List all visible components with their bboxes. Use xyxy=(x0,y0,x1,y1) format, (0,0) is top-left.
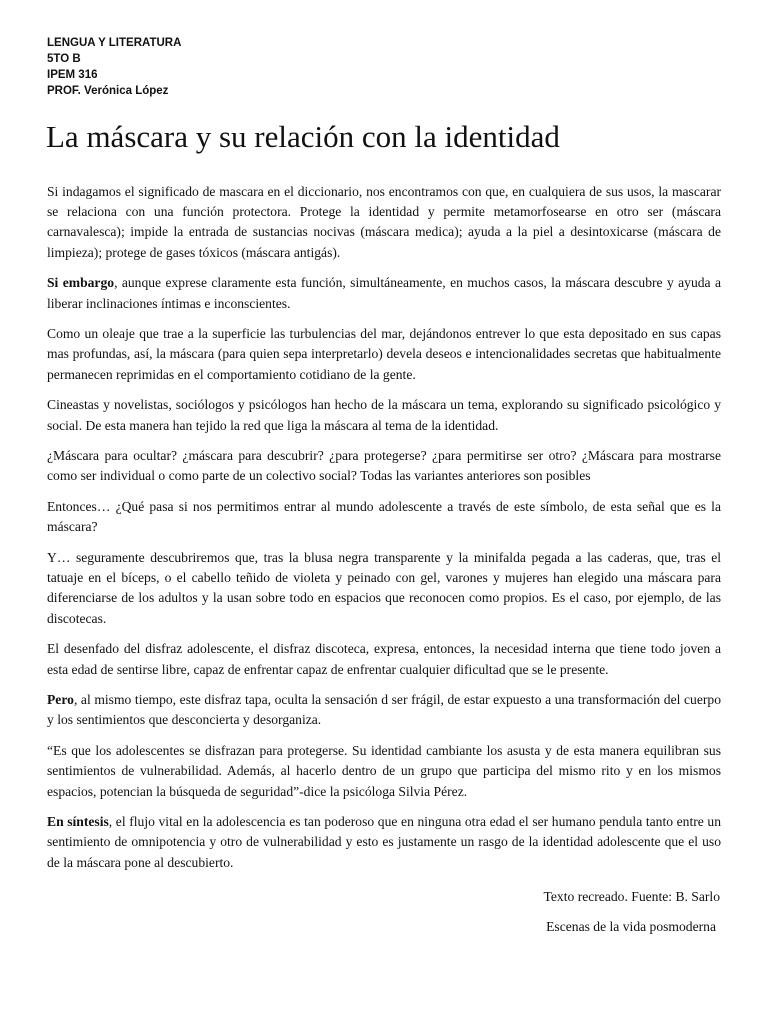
paragraph-lead: Pero xyxy=(47,692,74,708)
source-citation xyxy=(544,887,720,937)
paragraph: Cineastas y novelistas, sociólogos y psicólogos han hecho de la máscara un tema, explorando su significado psicológico y social. De esta manera han tejido la red que liga la máscara al tema de la identidad. xyxy=(47,397,721,433)
paragraph: Pero, al mismo tiempo, este disfraz tapa, oculta la sensación d ser frágil, de estar expuesto a una transformación del cuerpo y los sentimientos que desconcierta y desorganiza. xyxy=(47,692,721,728)
school-line: IPEM 316 xyxy=(47,69,98,81)
paragraph: Entonces… ¿Qué pasa si nos permitimos entrar al mundo adolescente a través de este símbolo, de esta señal que es la máscara? xyxy=(47,499,721,535)
document-body xyxy=(47,182,721,883)
paragraph-lead: Si embargo xyxy=(47,275,115,291)
paragraph: Si indagamos el significado de mascara en el diccionario, nos encontramos con que, en cualquiera de sus usos, la mascarar se relaciona con una función protectora. Protege la identidad y permite metamorfosearse en otro ser (máscara carnavalesca); impide la entrada de sustancias nocivas (máscara medica); ayuda a la piel a desintoxicarse (máscara de limpieza); protege de gases tóxicos (máscara antigás). xyxy=(47,184,721,260)
paragraph-lead: En síntesis xyxy=(47,814,109,830)
paragraph: Si embargo, aunque exprese claramente esta función, simultáneamente, en muchos casos, la máscara descubre y ayuda a liberar inclinaciones íntimas e inconscientes. xyxy=(47,275,721,311)
paragraph: ¿Máscara para ocultar? ¿máscara para descubrir? ¿para protegerse? ¿para permitirse ser otro? ¿Máscara para mostrarse como ser individual o como parte de un colectivo social? Todas las variantes anteriores son posibles xyxy=(47,448,721,484)
paragraph: El desenfado del disfraz adolescente, el disfraz discoteca, expresa, entonces, la necesidad interna que tiene todo joven a esta edad de sentirse libre, capaz de enfrentar capaz de enfrentar cualquier dificultad que se le presente. xyxy=(47,641,721,677)
paragraph: “Es que los adolescentes se disfrazan para protegerse. Su identidad cambiante los asusta y de esta manera equilibran sus sentimientos de vulnerabilidad. Además, al hacerlo dentro de un grupo que participa del mismo rito y en los mismos espacios, potencian la búsqueda de seguridad”-dice la psicóloga Silvia Pérez. xyxy=(47,743,721,799)
paragraph: En síntesis, el flujo vital en la adolescencia es tan poderoso que en ninguna otra edad el ser humano pendula tanto entre un sentimiento de omnipotencia y otro de vulnerabilidad y esto es justamente un rasgo de la identidad adolescente que el uso de la máscara pone al descubierto. xyxy=(47,814,722,870)
document-title: La máscara y su relación con la identidad xyxy=(46,119,560,154)
class-line: 5TO B xyxy=(47,53,81,65)
paragraph: Como un oleaje que trae a la superficie las turbulencias del mar, dejándonos entrever lo que esta depositado en sus capas mas profundas, así, la máscara (para quien sepa interpretarlo) devela deseos e intencionalidades secretas que habitualmente permanecen reprimidas en el comportamiento cotidiano de la gente. xyxy=(47,326,721,382)
teacher-line: PROF. Verónica López xyxy=(47,85,169,97)
subject-line: LENGUA Y LITERATURA xyxy=(47,37,182,49)
source-line: Texto recreado. Fuente: B. Sarlo xyxy=(543,889,720,904)
source-book-title: Escenas de la vida posmoderna xyxy=(546,919,716,934)
document-header xyxy=(47,35,181,99)
paragraph: Y… seguramente descubriremos que, tras la blusa negra transparente y la minifalda pegada a las caderas, que, tras el tatuaje en el bíceps, o el cabello teñido de violeta y peinado con gel, varones y mujeres han elegido una máscara para diferenciarse de los adultos y la usan sobre todo en espacios que reconocen como propios. Es el caso, por ejemplo, de las discotecas. xyxy=(47,550,721,626)
